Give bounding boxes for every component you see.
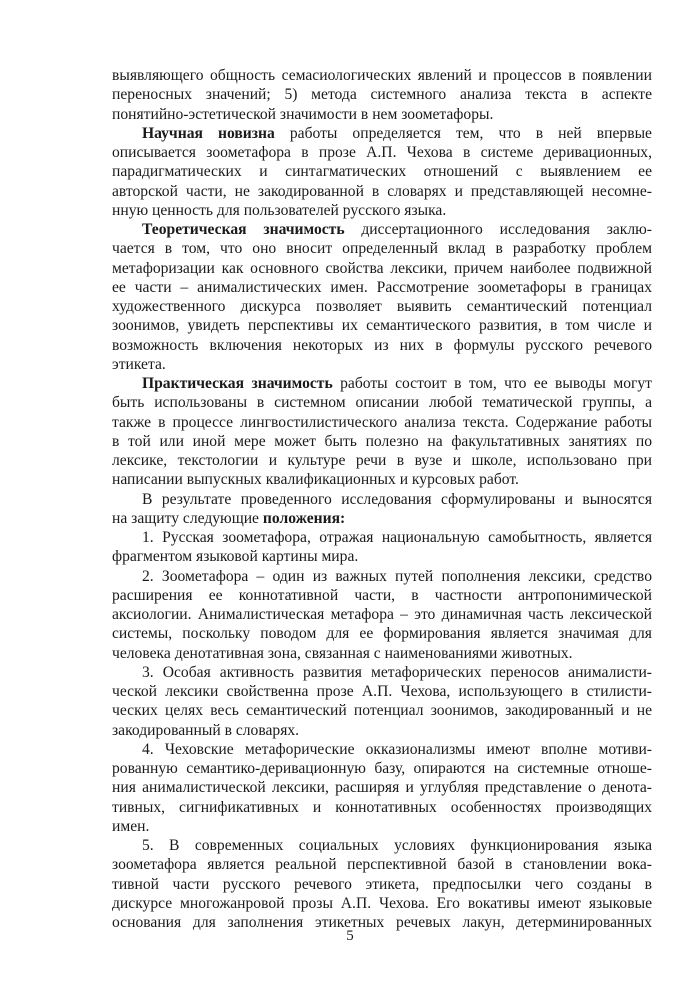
text-fragment: на защиту следующие <box>112 509 263 527</box>
provision-2 <box>112 567 652 663</box>
text-line: авторской части, не закодированной в словарях и представляющей несомне- <box>112 182 652 200</box>
provision-1 <box>112 528 652 567</box>
text-line <box>112 220 652 239</box>
paragraph-theoretical-significance <box>112 220 652 374</box>
text-line <box>112 124 652 143</box>
paragraph-methods-continuation <box>112 66 652 124</box>
text-line: выявляющего общность семасиологических явлений и процессов в появлении <box>112 67 652 84</box>
provision-4 <box>112 740 652 836</box>
text-line: в той или иной мере может быть полезно на факультативных занятиях по <box>112 432 652 450</box>
text-line: нную ценность для пользователей русского языка. <box>112 201 447 219</box>
text-line: ее части – анималистических имен. Рассмотрение зоометафоры в границах <box>112 278 652 296</box>
text-line: 3. Особая активность развития метафорических переносов анималисти- <box>142 663 652 681</box>
text-line: рованную семантико-деривационную базу, опираются на системные отноше- <box>112 760 652 777</box>
text-fragment: работы состоит в том, что ее выводы могут <box>332 375 652 392</box>
text-line: этикета. <box>112 355 166 373</box>
text-line: ния анималистической лексики, расширяя и углубляя представление о денота- <box>112 779 652 797</box>
text-line: закодированный в словарях. <box>112 721 300 739</box>
text-line: 5. В современных социальных условиях функционирования языка <box>142 837 652 854</box>
heading-scientific-novelty: Научная новизна <box>142 124 275 142</box>
text-line <box>112 509 652 528</box>
text-line: 4. Чеховские метафорические окказионализмы имеют вполне мотиви- <box>142 740 652 758</box>
text-line: расширения ее коннотативной части, в частности антропонимической <box>112 586 652 604</box>
provision-3 <box>112 663 652 740</box>
text-line: художественного дискурса позволяет выявить семантический потенциал <box>112 298 652 315</box>
text-line: описывается зоометафора в прозе А.П. Чехова в системе деривационных, <box>112 144 652 161</box>
text-line: В результате проведенного исследования сформулированы и выносятся <box>142 490 652 508</box>
heading-provisions: положения: <box>262 509 346 527</box>
text-line: чается в том, что оно вносит определенный вклад в разработку проблем <box>112 240 652 258</box>
text-line: метафоризации как основного свойства лексики, причем наиболее подвижной <box>112 259 652 277</box>
page-number: 5 <box>346 928 354 944</box>
text-line: написании выпускных квалификационных и курсовых работ. <box>112 471 519 489</box>
text-line: основания для заполнения этикетных речевых лакун, детерминированных <box>112 914 652 931</box>
paragraph-scientific-novelty <box>112 124 652 220</box>
text-line: тивной части русского речевого этикета, предпосылки чего созданы в <box>112 875 652 893</box>
text-line: также в процессе лингвостилистического анализа текста. Содержание работы <box>112 413 652 431</box>
text-line: фрагментом языковой картины мира. <box>112 548 359 566</box>
text-line: парадигматических и синтагматических отношений с выявлением ее <box>112 163 652 181</box>
text-line: зоонимов, увидеть перспективы их семантического развития, в том числе и <box>112 317 652 335</box>
text-line: ческих целях весь семантический потенциал зоонимов, закодированный и не <box>112 702 652 720</box>
text-line <box>112 374 652 393</box>
text-line: дискурсе многожанровой прозы А.П. Чехова. Его вокативы имеют языковые <box>112 894 652 912</box>
text-line: ческой лексики свойственна прозе А.П. Чехова, использующего в стилисти- <box>112 683 652 700</box>
text-line: быть использованы в системном описании любой тематической группы, а <box>112 394 652 412</box>
text-line: аксиологии. Анималистическая метафора – это динамичная часть лексической <box>112 606 652 623</box>
text-line: переносных значений; 5) метода системного анализа текста в аспекте <box>112 86 652 104</box>
heading-theoretical-significance: Теоретическая значимость <box>142 221 345 238</box>
text-line: 1. Русская зоометафора, отражая национальную самобытность, является <box>142 529 652 546</box>
text-fragment: диссертационного исследования заклю- <box>344 221 652 238</box>
text-line: человека денотативная зона, связанная с наименованиями животных. <box>112 644 573 662</box>
text-line: зоометафора является реальной перспективной базой в становлении вока- <box>112 856 652 874</box>
document-page <box>112 66 652 932</box>
text-line: имен. <box>112 817 150 835</box>
provision-5 <box>112 836 652 932</box>
text-fragment: работы определяется тем, что в ней впервые <box>274 124 652 142</box>
text-line: понятийно-эстетической значимости в нем зоометафоры. <box>112 105 494 123</box>
paragraph-defense-intro <box>112 490 652 529</box>
text-line: лексике, текстологии и культуре речи в вузе и школе, использовано при <box>112 452 652 469</box>
text-line: системы, поскольку поводом для ее формирования является значимая для <box>112 625 652 643</box>
heading-practical-significance: Практическая значимость <box>142 375 333 392</box>
text-line: 2. Зоометафора – один из важных путей пополнения лексики, средство <box>142 567 652 585</box>
paragraph-practical-significance <box>112 374 652 490</box>
text-line: возможность включения некоторых из них в формулы русского речевого <box>112 336 652 354</box>
text-line: тивных, сигнификативных и коннотативных особенностях производящих <box>112 798 652 816</box>
